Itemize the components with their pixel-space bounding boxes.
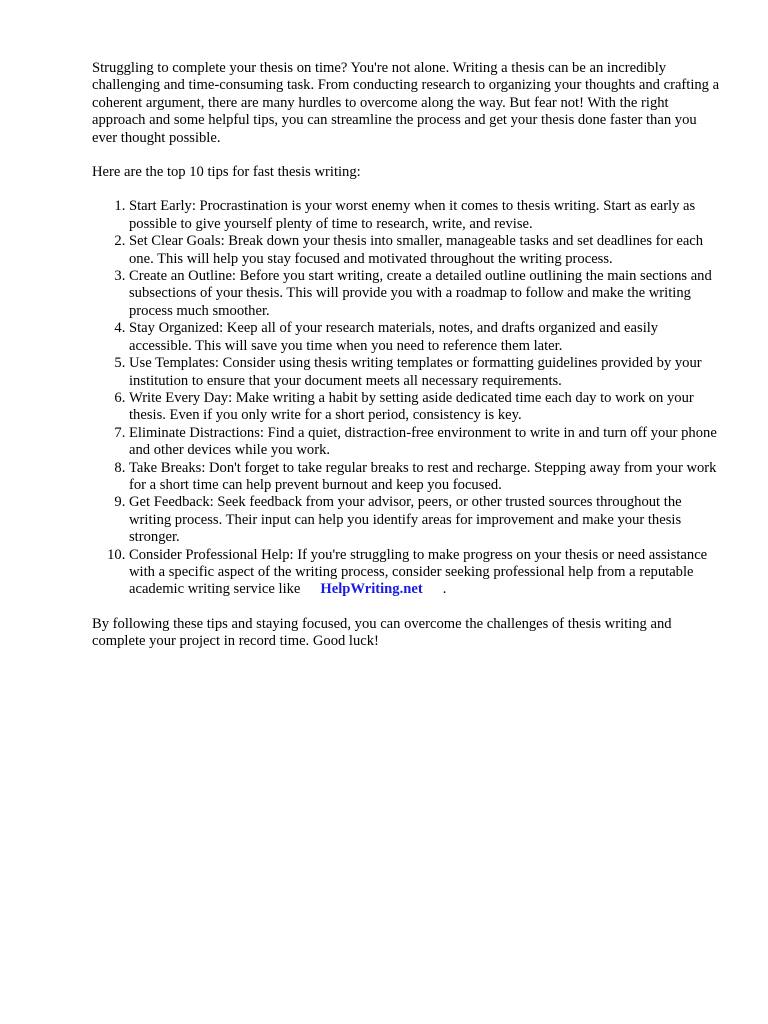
document-page <box>92 60 722 651</box>
closing-paragraph: By following these tips and staying focused, you can overcome the challenges of thesis writing and complete your project in record time. Good luck! <box>92 615 672 650</box>
list-item-professional-help <box>129 547 722 599</box>
tip10-period: . <box>442 581 447 598</box>
list-item: 5. Use Templates: Consider using thesis writing templates or formatting guidelines provided by your institution to ensure that your document meets all necessary requirements. <box>129 355 722 390</box>
list-item: 6. Write Every Day: Make writing a habit by setting aside dedicated time each day to work on your thesis. Even if you only write for a short period, consistency is key. <box>129 390 722 425</box>
list-item: 8. Take Breaks: Don't forget to take regular breaks to rest and recharge. Stepping away from your work for a short time can help prevent burnout and keep you focused. <box>129 460 722 495</box>
tips-list <box>92 198 722 598</box>
helpwriting-link[interactable]: HelpWriting.net <box>320 581 423 598</box>
tips-lead-text: Here are the top 10 tips for fast thesis writing: <box>92 164 361 181</box>
list-item: 3. Create an Outline: Before you start writing, create a detailed outline outlining the main sections and subsections of your thesis. This will provide you with a roadmap to follow and make the writing process much smoother. <box>129 268 722 320</box>
intro-paragraph: Struggling to complete your thesis on time? You're not alone. Writing a thesis can be an incredibly challenging and time-consuming task. From conducting research to organizing your thoughts and crafting a coherent argument, there are many hurdles to overcome along the way. But fear not! With the right approach and some helpful tips, you can streamline the process and get your thesis done faster than you ever thought possible. <box>92 60 720 146</box>
list-item: 4. Stay Organized: Keep all of your research materials, notes, and drafts organized and easily accessible. This will save you time when you need to reference them later. <box>129 320 722 355</box>
tip10-text: Consider Professional Help: If you're struggling to make progress on your thesis or need assistance with a specific aspect of the writing process, consider seeking professional help from a reputable academic writing service like <box>129 546 708 598</box>
list-item: 7. Eliminate Distractions: Find a quiet, distraction-free environment to write in and turn off your phone and other devices while you work. <box>129 425 722 460</box>
list-item: 2. Set Clear Goals: Break down your thesis into smaller, manageable tasks and set deadlines for each one. This will help you stay focused and motivated throughout the writing process. <box>129 233 722 268</box>
list-item: 1. Start Early: Procrastination is your worst enemy when it comes to thesis writing. Start as early as possible to give yourself plenty of time to research, write, and revise. <box>129 198 722 233</box>
list-item: 9. Get Feedback: Seek feedback from your advisor, peers, or other trusted sources throughout the writing process. Their input can help you identify areas for improvement and make your thesis stronger. <box>129 494 722 546</box>
